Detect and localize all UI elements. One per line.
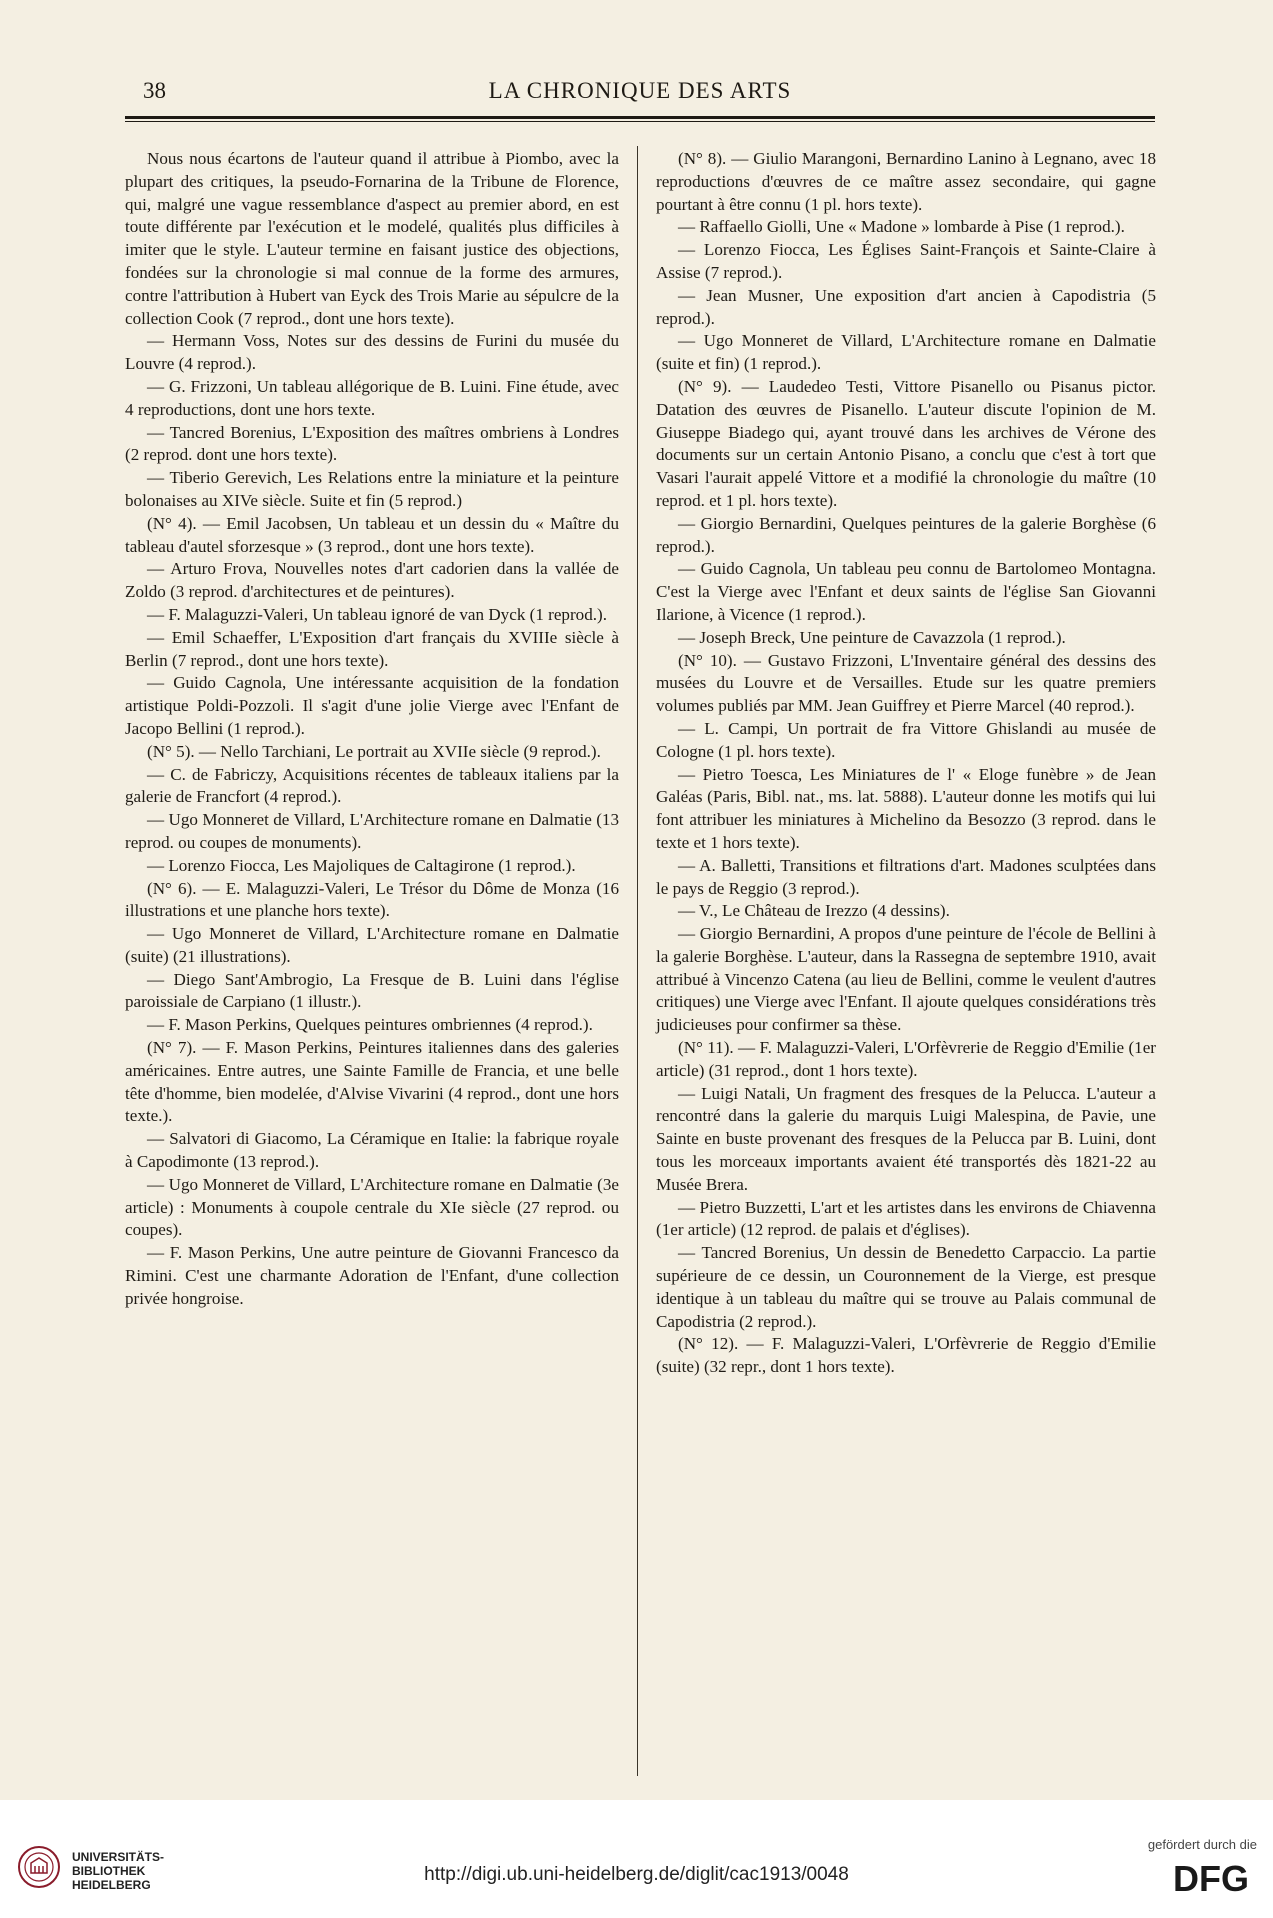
article-paragraph: (N° 5). — Nello Tarchiani, Le portrait au XVIIe siècle (9 reprod.). bbox=[147, 741, 601, 761]
source-url-link[interactable]: http://digi.ub.uni-heidelberg.de/diglit/cac1913/0048 bbox=[424, 1864, 849, 1885]
article-paragraph: — Luigi Natali, Un fragment des fresques de la Pelucca. L'auteur a rencontré dans la galerie du marquis Luigi Malespina, de Pavie, une Sainte en buste provenant des fresques de la Pelucca par B. Luini, dont tous les morceaux importants avaient été transportés dès 1821-22 au Musée Brera. bbox=[656, 1083, 1156, 1194]
article-paragraph: — Ugo Monneret de Villard, L'Architecture romane en Dalmatie (13 reprod. ou coupes de monuments). bbox=[125, 810, 619, 852]
article-paragraph: — C. de Fabriczy, Acquisitions récentes de tableaux italiens par la galerie de Francfort (4 reprod.). bbox=[125, 764, 619, 807]
institution-line: HEIDELBERG bbox=[72, 1878, 151, 1892]
header-rule bbox=[125, 116, 1155, 122]
article-paragraph: (N° 4). — Emil Jacobsen, Un tableau et un dessin du « Maître du tableau d'autel sforzesque » (3 reprod., dont une hors texte). bbox=[125, 513, 619, 556]
article-paragraph: (N° 7). — F. Mason Perkins, Peintures italiennes dans des galeries américaines. Entre autres, une Sainte Famille de Francia, et une belle tête d'homme, bien modelée, d'Alvise Vivarini (4 reprod., dont une hors texte.). bbox=[125, 1038, 619, 1126]
article-paragraph: — F. Mason Perkins, Quelques peintures ombriennes (4 reprod.). bbox=[147, 1015, 593, 1035]
article-paragraph: — A. Balletti, Transitions et filtrations d'art. Madones sculptées dans le pays de Reggio (3 reprod.). bbox=[656, 855, 1156, 898]
article-paragraph: — Lorenzo Fiocca, Les Majoliques de Caltagirone (1 reprod.). bbox=[147, 855, 576, 875]
article-paragraph: (N° 9). — Laudedeo Testi, Vittore Pisanello ou Pisanus pictor. Datation des œuvres de Pisanello. L'auteur discute l'opinion de M. Giuseppe Biadego qui, ayant trouvé dans les archives de Vérone des documents sur un certain Antonio Pisano, a conclu que c'est à tort que Vasari l'aurait appelé Vittore et a modifié la chronologie du maître (10 reprod. et 1 pl. hors texte). bbox=[656, 376, 1156, 510]
article-paragraph: — Guido Cagnola, Une intéressante acquisition de la fondation artistique Poldi-Pozzoli. Il s'agit d'une jolie Vierge avec l'Enfant de Jacopo Bellini (1 reprod.). bbox=[125, 673, 619, 738]
institution-line: BIBLIOTHEK bbox=[72, 1864, 146, 1878]
article-paragraph: — V., Le Château de Irezzo (4 dessins). bbox=[678, 901, 950, 921]
article-paragraph: — Pietro Buzzetti, L'art et les artistes dans les environs de Chiavenna (1er article) (12 reprod. de palais et d'églises). bbox=[656, 1197, 1156, 1240]
article-paragraph: (N° 12). — F. Malaguzzi-Valeri, L'Orfèvrerie de Reggio d'Emilie (suite) (32 repr., dont 1 hors texte). bbox=[656, 1334, 1156, 1377]
article-paragraph: (N° 8). — Giulio Marangoni, Bernardino Lanino à Legnano, avec 18 reproductions d'œuvres de ce maître assez secondaire, qui gagne pourtant à être connu (1 pl. hors texte). bbox=[656, 149, 1156, 214]
article-paragraph: — Tancred Borenius, L'Exposition des maîtres ombriens à Londres (2 reprod. dont une hors texte). bbox=[125, 422, 619, 465]
article-paragraph: — Diego Sant'Ambrogio, La Fresque de B. Luini dans l'église paroissiale de Carpiano (1 illustr.). bbox=[125, 969, 619, 1012]
right-column bbox=[656, 148, 1156, 1379]
article-paragraph: — F. Malaguzzi-Valeri, Un tableau ignoré de van Dyck (1 reprod.). bbox=[147, 604, 608, 624]
column-divider bbox=[637, 146, 638, 1776]
article-paragraph: — Emil Schaeffer, L'Exposition d'art français du XVIIIe siècle à Berlin (7 reprod., dont une hors texte). bbox=[125, 627, 619, 670]
article-paragraph: — Tiberio Gerevich, Les Relations entre la miniature et la peinture bolonaises au XIVe siècle. Suite et fin (5 reprod.) bbox=[125, 468, 619, 510]
article-paragraph: — Jean Musner, Une exposition d'art ancien à Capodistria (5 reprod.). bbox=[656, 285, 1156, 328]
article-paragraph: — L. Campi, Un portrait de fra Vittore Ghislandi au musée de Cologne (1 pl. hors texte). bbox=[656, 718, 1156, 761]
article-paragraph: — Arturo Frova, Nouvelles notes d'art cadorien dans la vallée de Zoldo (3 reprod. d'architectures et de peintures). bbox=[125, 559, 619, 602]
dfg-logo-icon bbox=[1165, 1858, 1257, 1903]
article-paragraph: Nous nous écartons de l'auteur quand il attribue à Piombo, avec la plupart des critiques, la pseudo-Fornarina de la Tribune de Florence, qui, malgré une vague ressemblance d'aspect au premier abord, en est toute différente par l'exécution et le modelé, qualités plus difficiles à imiter que le style. L'auteur termine en faisant justice des objections, fondées sur la chronologie si mal connue de la forme des armures, contre l'attribution à Hubert van Eyck des Trois Marie au sépulcre de la collection Cook (7 reprod., dont une hors texte). bbox=[125, 149, 619, 328]
article-paragraph: — Guido Cagnola, Un tableau peu connu de Bartolomeo Montagna. C'est la Vierge avec l'Enfant et deux saints de l'église San Giovanni Ilarione, à Vicence (1 reprod.). bbox=[656, 559, 1156, 624]
journal-title: LA CHRONIQUE DES ARTS bbox=[488, 78, 792, 103]
article-paragraph: — Giorgio Bernardini, Quelques peintures de la galerie Borghèse (6 reprod.). bbox=[656, 513, 1156, 556]
funding-note: gefördert durch die bbox=[1147, 1837, 1257, 1852]
article-paragraph: — Hermann Voss, Notes sur des dessins de Furini du musée du Louvre (4 reprod.). bbox=[125, 331, 619, 374]
page-number: 38 bbox=[143, 78, 166, 103]
article-paragraph: (N° 10). — Gustavo Frizzoni, L'Inventaire général des dessins des musées du Louvre et de Versailles. Etude sur les quatre premiers volumes publiés par MM. Jean Guiffrey et Pierre Marcel (40 reprod.). bbox=[656, 650, 1156, 716]
article-paragraph: — Giorgio Bernardini, A propos d'une peinture de l'école de Bellini à la galerie Borghèse. L'auteur, dans la Rassegna de septembre 1910, avait attribué à Vincenzo Catena (au lieu de Bellini, comme le veulent d'autres critiques) une Vierge avec l'Enfant. Il ajoute quelques considérations très judicieuses pour confirmer sa thèse. bbox=[656, 924, 1156, 1035]
article-paragraph: — Ugo Monneret de Villard, L'Architecture romane en Dalmatie (suite) (21 illustrations). bbox=[125, 924, 619, 966]
article-paragraph: — Tancred Borenius, Un dessin de Benedetto Carpaccio. La partie supérieure de ce dessin, un Couronnement de la Vierge, est presque identique à un tableau du maître qui se trouve au Palais communal de Capodistria (2 reprod.). bbox=[656, 1243, 1156, 1331]
dfg-logo-text: DFG bbox=[1173, 1858, 1249, 1898]
digitization-footer bbox=[0, 1800, 1273, 1918]
article-paragraph: — Lorenzo Fiocca, Les Églises Saint-François et Sainte-Claire à Assise (7 reprod.). bbox=[656, 240, 1156, 282]
article-paragraph: — Ugo Monneret de Villard, L'Architecture romane en Dalmatie (3e article) : Monuments à coupole centrale du XIe siècle (27 reprod. ou coupes). bbox=[125, 1174, 619, 1240]
article-paragraph: — Ugo Monneret de Villard, L'Architecture romane en Dalmatie (suite et fin) (1 reprod.). bbox=[656, 331, 1156, 374]
article-paragraph: (N° 6). — E. Malaguzzi-Valeri, Le Trésor du Dôme de Monza (16 illustrations et une planche hors texte). bbox=[125, 878, 619, 921]
page-header bbox=[125, 74, 1155, 108]
article-paragraph: — Joseph Breck, Une peinture de Cavazzola (1 reprod.). bbox=[678, 627, 1066, 647]
article-paragraph: — F. Mason Perkins, Une autre peinture de Giovanni Francesco da Rimini. C'est une charmante Adoration de l'Enfant, d'une collection privée hongroise. bbox=[125, 1243, 619, 1308]
article-paragraph: — Pietro Toesca, Les Miniatures de l' « Eloge funèbre » de Jean Galéas (Paris, Bibl. nat., ms. lat. 5888). L'auteur donne les motifs qui lui font attribuer les miniatures à Michelino da Besozzo (3 reprod. dans le texte et 1 hors texte). bbox=[656, 764, 1156, 852]
left-column bbox=[125, 148, 619, 1311]
article-paragraph: (N° 11). — F. Malaguzzi-Valeri, L'Orfèvrerie de Reggio d'Emilie (1er article) (31 reprod., dont 1 hors texte). bbox=[656, 1038, 1156, 1080]
article-paragraph: — Raffaello Giolli, Une « Madone » lombarde à Pise (1 reprod.). bbox=[678, 217, 1125, 237]
article-paragraph: — G. Frizzoni, Un tableau allégorique de B. Luini. Fine étude, avec 4 reproductions, dont une hors texte. bbox=[125, 376, 619, 419]
institution-line: UNIVERSITÄTS- bbox=[72, 1850, 165, 1864]
article-paragraph: — Salvatori di Giacomo, La Céramique en Italie: la fabrique royale à Capodimonte (13 reprod.). bbox=[125, 1129, 619, 1172]
